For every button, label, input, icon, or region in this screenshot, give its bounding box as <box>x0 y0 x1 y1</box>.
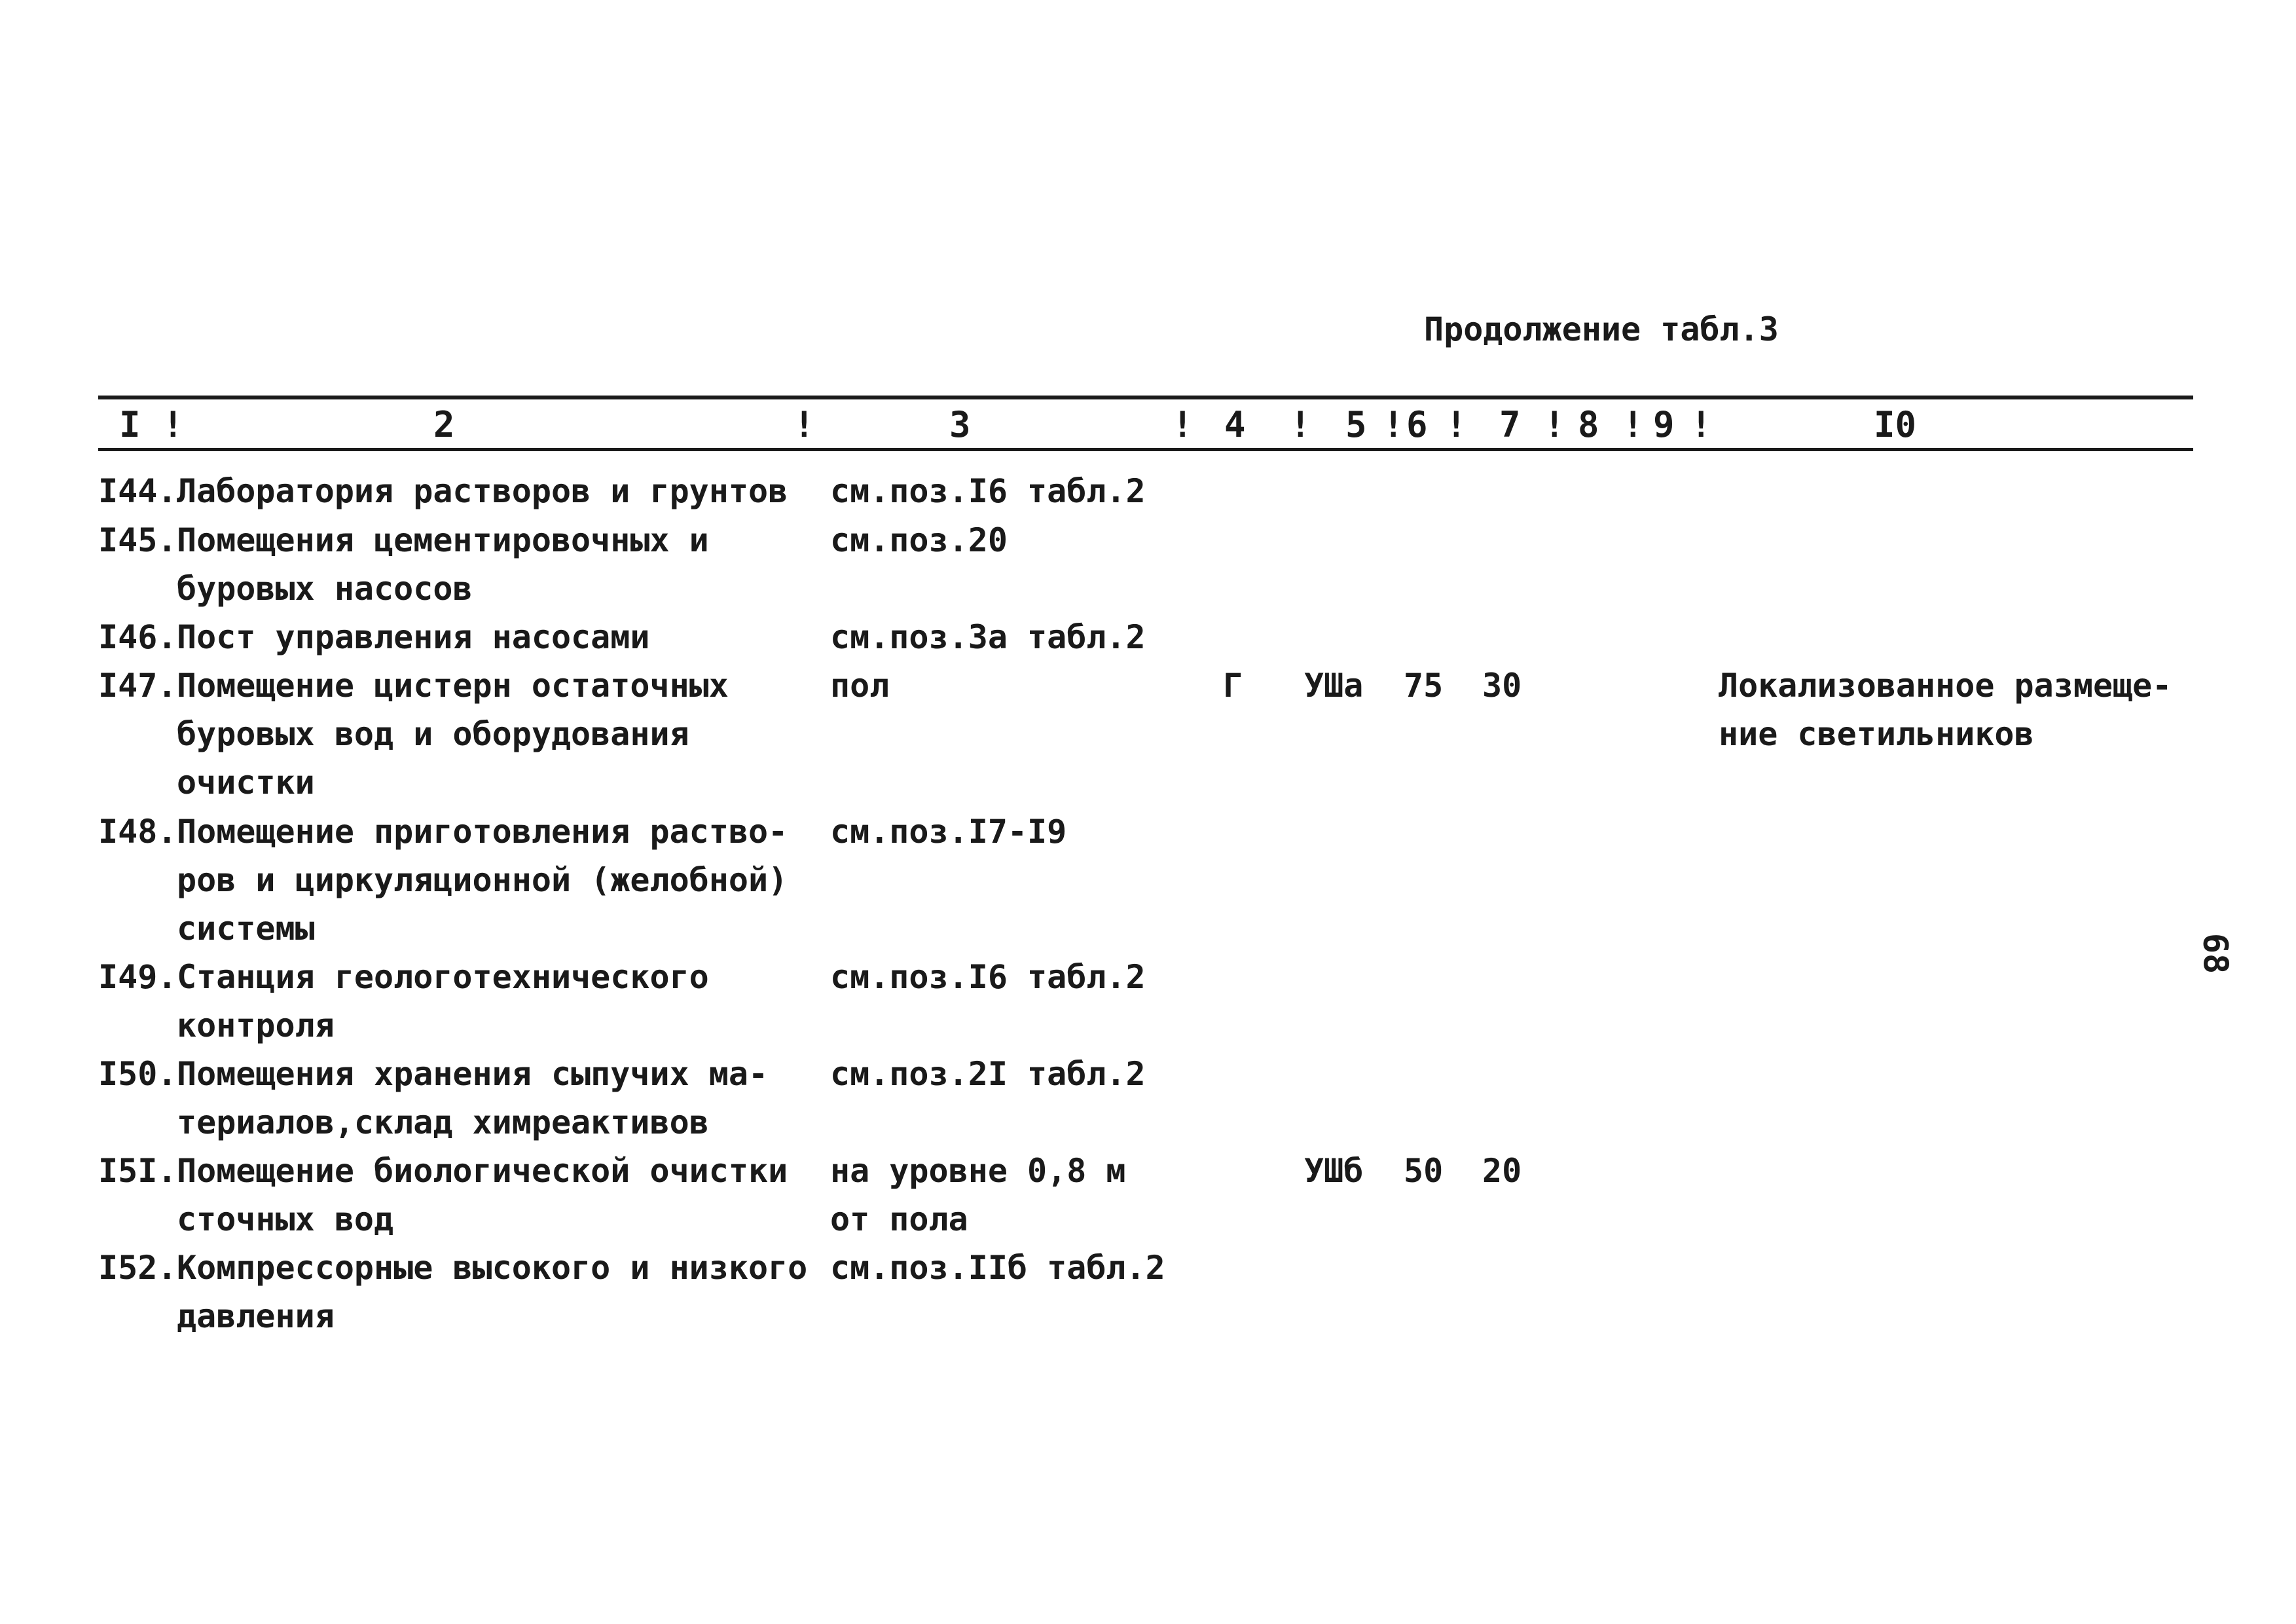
header-separator: ! <box>793 404 815 445</box>
row-name <box>177 815 788 961</box>
row-number: I46. <box>98 618 177 656</box>
header-col-5: 5 <box>1345 404 1367 445</box>
row-ref-line: см.поз.I6 табл.2 <box>830 472 1146 510</box>
header-rule-top <box>98 396 2193 399</box>
row-number: I5I. <box>98 1152 177 1190</box>
row-ref <box>830 958 1146 1009</box>
header-separator: ! <box>1690 404 1712 445</box>
row-ref-line: пол <box>830 667 890 705</box>
row-col-6: 75 <box>1404 667 1444 705</box>
row-name-line: Помещения цементировочных и <box>177 521 709 559</box>
row-number: I47. <box>98 667 177 705</box>
row-name-line: давления <box>177 1297 335 1335</box>
header-col-2: 2 <box>433 404 455 445</box>
row-number: I50. <box>98 1055 177 1093</box>
row-number: I49. <box>98 958 177 996</box>
header-col-9: 9 <box>1653 404 1675 445</box>
row-name-line: Пост управления насосами <box>177 618 650 656</box>
row-name-line: системы <box>177 910 315 948</box>
header-rule-bottom <box>98 448 2193 451</box>
row-col-6: 50 <box>1404 1152 1444 1190</box>
row-ref-line: см.поз.20 <box>830 521 1008 559</box>
row-number: I48. <box>98 813 177 851</box>
row-ref <box>830 1055 1146 1106</box>
header-col-3: 3 <box>949 404 971 445</box>
row-ref-line: от пола <box>830 1200 968 1238</box>
row-number: I52. <box>98 1249 177 1287</box>
row-name-line: Лаборатория растворов и грунтов <box>177 472 788 510</box>
row-name-line: очистки <box>177 764 315 802</box>
row-ref-line: см.поз.3а табл.2 <box>830 618 1146 656</box>
row-note <box>1719 669 2172 766</box>
row-name <box>177 472 788 523</box>
row-ref <box>830 472 1146 523</box>
row-name-line: контроля <box>177 1006 335 1044</box>
row-name-line: Помещение биологической очистки <box>177 1152 788 1190</box>
row-name-line: Помещения хранения сыпучих ма- <box>177 1055 769 1093</box>
row-ref-line: на уровне 0,8 м <box>830 1152 1126 1190</box>
row-col-7: 30 <box>1482 667 1522 705</box>
row-name-line: буровых вод и оборудования <box>177 715 689 753</box>
row-ref <box>830 1251 1165 1300</box>
header-separator: ! <box>1172 404 1194 445</box>
row-ref-line: см.поз.2I табл.2 <box>830 1055 1146 1093</box>
row-ref <box>830 669 889 718</box>
header-col-1: I <box>119 404 141 445</box>
row-note-line: Локализованное размеще- <box>1719 667 2172 705</box>
row-name-line: Компрессорные высокого и низкого <box>177 1249 808 1287</box>
row-ref <box>830 521 1008 572</box>
row-col-5: УШб <box>1304 1152 1364 1190</box>
row-ref-line: см.поз.I6 табл.2 <box>830 958 1146 996</box>
row-name <box>177 1154 788 1251</box>
row-ref-line: см.поз.IIб табл.2 <box>830 1249 1165 1287</box>
row-col-4: Г <box>1223 667 1243 705</box>
header-separator: ! <box>1446 404 1467 445</box>
row-name-line: буровых насосов <box>177 570 473 608</box>
row-name <box>177 669 729 815</box>
header-col-10: I0 <box>1874 404 1917 445</box>
row-name <box>177 1251 807 1348</box>
row-col-5: УШа <box>1304 667 1364 705</box>
header-col-7: 7 <box>1499 404 1521 445</box>
row-name <box>177 1055 769 1154</box>
row-name <box>177 618 650 669</box>
row-ref <box>830 815 1066 864</box>
row-name-line: сточных вод <box>177 1200 394 1238</box>
row-note-line: ние светильников <box>1719 715 2034 753</box>
header-col-8: 8 <box>1578 404 1599 445</box>
header-separator: ! <box>1622 404 1644 445</box>
header-col-6: 6 <box>1406 404 1428 445</box>
row-ref-line: см.поз.I7-I9 <box>830 813 1067 851</box>
row-number: I44. <box>98 472 177 510</box>
header-separator: ! <box>1544 404 1565 445</box>
row-ref <box>830 618 1146 669</box>
header-separator: ! <box>1290 404 1311 445</box>
page-number: 68 <box>2195 932 2235 974</box>
header-separator: ! <box>162 404 184 445</box>
row-name <box>177 521 709 621</box>
header-col-4: 4 <box>1224 404 1246 445</box>
row-name <box>177 958 709 1058</box>
table-caption: Продолжение табл.3 <box>1424 310 1779 348</box>
row-name-line: ров и циркуляционной (желобной) <box>177 861 788 899</box>
row-name-line: териалов,склад химреактивов <box>177 1103 709 1141</box>
row-name-line: Станция геологотехнического <box>177 958 709 996</box>
row-name-line: Помещение цистерн остаточных <box>177 667 729 705</box>
row-ref <box>830 1154 1126 1251</box>
row-name-line: Помещение приготовления раство- <box>177 813 788 851</box>
row-col-7: 20 <box>1482 1152 1522 1190</box>
row-number: I45. <box>98 521 177 559</box>
header-separator: ! <box>1383 404 1404 445</box>
